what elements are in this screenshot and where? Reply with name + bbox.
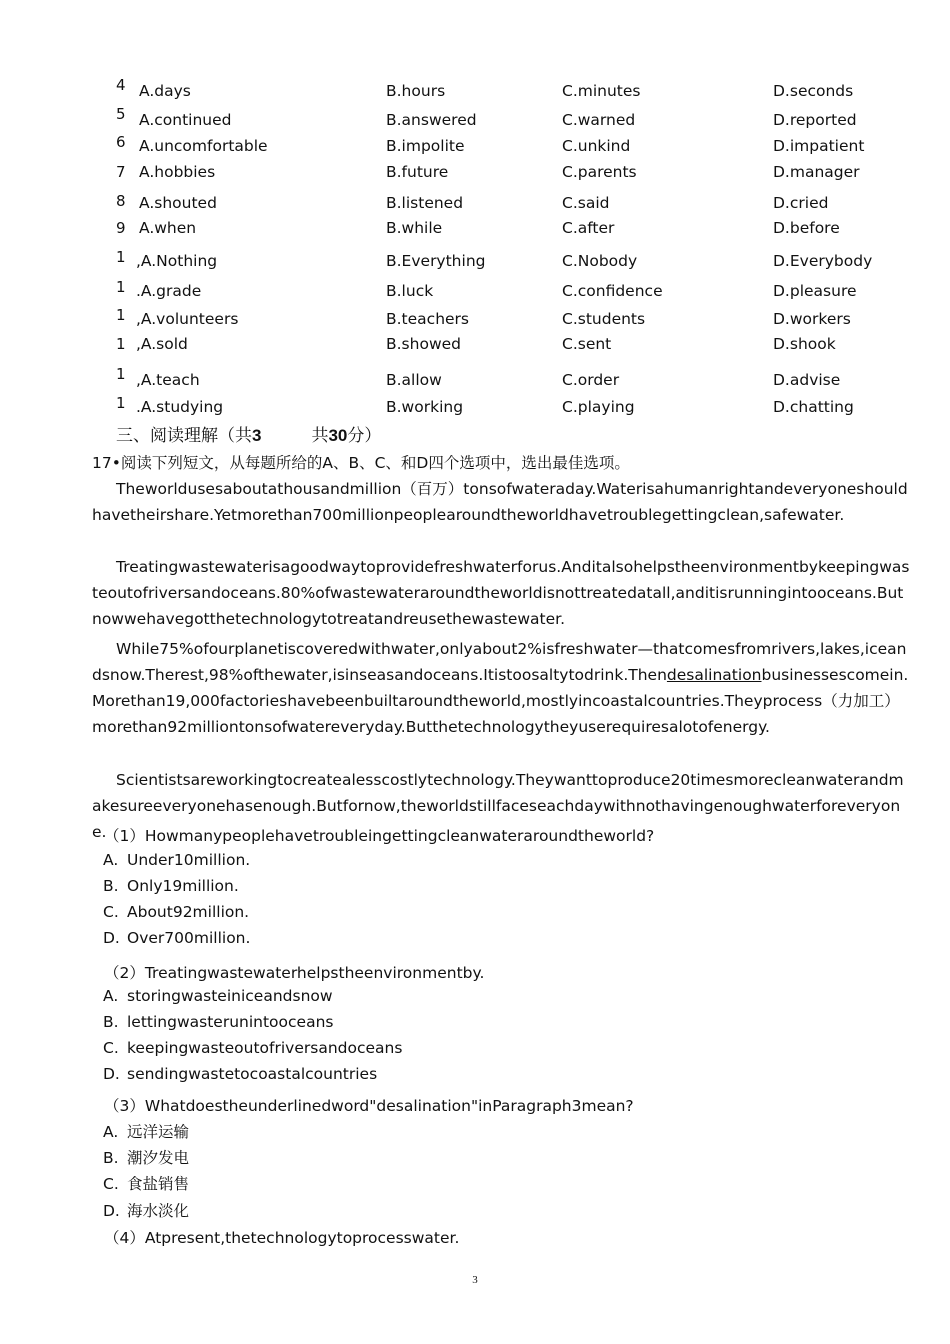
choice-item[interactable] — [103, 1065, 377, 1083]
choice-label: D. — [103, 929, 120, 947]
option-c: C.unkind — [562, 137, 631, 155]
option-a: .A.grade — [136, 282, 202, 300]
choice-text: storingwasteiniceandsnow — [127, 987, 333, 1005]
page-number: 3 — [472, 1274, 478, 1286]
question-number: 1 — [116, 248, 126, 266]
choice-text: keepingwasteoutofriversandoceans — [127, 1039, 403, 1057]
option-a: A.days — [139, 82, 191, 100]
choice-label: A. — [103, 851, 119, 869]
question-stem: （1）Howmanypeoplehavetroubleingettingcleanwateraroundtheworld? — [104, 827, 655, 845]
option-c: C.parents — [562, 163, 637, 181]
choice-label: D. — [103, 1202, 120, 1220]
option-d: D.shook — [773, 335, 836, 353]
section-count: 3 — [252, 426, 262, 445]
option-b: B.while — [386, 219, 443, 237]
option-d: D.cried — [773, 194, 829, 212]
question-number: 1 — [116, 306, 126, 324]
instruction: 17•阅读下列短文，从每题所给的A、B、C、和D四个选项中，选出最佳选项。 — [92, 454, 630, 472]
paragraph-text: businessescomein.Morethan19,000factorieshavebeenbuiltaroundtheworld,mostlyincoastalcountries.Theyprocess（力加工）morethan92milliontonsofwatereveryday.Butthetechnologytheyuserequiresalotofenergy. — [92, 666, 909, 736]
option-b: B.Everything — [386, 252, 486, 270]
option-row — [0, 133, 950, 161]
option-b: B.luck — [386, 282, 434, 300]
option-a: ,A.teach — [136, 371, 200, 389]
question-number: 5 — [116, 105, 126, 123]
option-b: B.allow — [386, 371, 442, 389]
choice-label: A. — [103, 1123, 119, 1141]
question-number: 1 — [116, 394, 126, 412]
option-b: B.teachers — [386, 310, 470, 328]
passage-paragraph-2 — [92, 554, 910, 632]
option-b: B.hours — [386, 82, 446, 100]
question-number: 1 — [116, 335, 126, 353]
option-d: D.chatting — [773, 398, 854, 416]
choice-text: Over700million. — [127, 929, 251, 947]
choice-item[interactable] — [103, 1199, 189, 1221]
option-row — [0, 194, 950, 218]
choice-label: C. — [103, 903, 119, 921]
option-b: B.future — [386, 163, 449, 181]
question-number: 8 — [116, 192, 126, 210]
section-heading — [116, 421, 381, 446]
option-row — [0, 365, 950, 395]
option-c: C.order — [562, 371, 620, 389]
choice-text: Under10million. — [127, 851, 251, 869]
option-d: D.workers — [773, 310, 851, 328]
option-a: A.shouted — [139, 194, 217, 212]
option-b: B.working — [386, 398, 464, 416]
question-number: 7 — [116, 163, 126, 181]
option-c: C.playing — [562, 398, 635, 416]
option-d: D.before — [773, 219, 840, 237]
option-a: .A.studying — [136, 398, 224, 416]
option-row — [0, 219, 950, 243]
choice-item[interactable] — [103, 1172, 189, 1194]
section-score: 30 — [328, 426, 348, 445]
question-number: 9 — [116, 219, 126, 237]
choice-text: 潮汐发电 — [127, 1149, 190, 1167]
option-d: D.advise — [773, 371, 841, 389]
option-row — [0, 335, 950, 359]
choice-label: B. — [103, 1013, 119, 1031]
question-number: 1 — [116, 365, 126, 383]
underlined-word: desalination — [666, 666, 762, 684]
option-a: A.uncomfortable — [139, 137, 268, 155]
option-c: C.said — [562, 194, 610, 212]
paragraph-text: Treatingwastewaterisagoodwaytoprovidefreshwaterforus.Anditalsohelpstheenvironmentbykeepingwasteoutofriversandoceans.80%ofwastewateraroundtheworldisnottreatedatall,anditisrunningintooceans.Butnowwehavegotthetechnologytotreatandreusethewastewater. — [92, 558, 910, 628]
option-a: ,A.sold — [136, 335, 188, 353]
option-c: C.warned — [562, 111, 636, 129]
option-row — [0, 278, 950, 306]
choice-text: sendingwastetocoastalcountries — [127, 1065, 378, 1083]
option-d: D.impatient — [773, 137, 865, 155]
option-row — [0, 394, 950, 422]
choice-text: About92million. — [127, 903, 250, 921]
option-c: C.after — [562, 219, 615, 237]
option-c: C.sent — [562, 335, 612, 353]
choice-text: lettingwasterunintooceans — [127, 1013, 334, 1031]
choice-text: 海水淡化 — [127, 1202, 190, 1220]
option-b: B.impolite — [386, 137, 465, 155]
question-number: 1 — [116, 278, 126, 296]
choice-text: 食盐销售 — [127, 1175, 190, 1193]
choice-item[interactable] — [103, 987, 333, 1005]
option-row — [0, 76, 950, 106]
question-stem: （3）Whatdoestheunderlinedword"desalination"inParagraph3mean? — [104, 1097, 634, 1115]
question-number: 4 — [116, 76, 126, 94]
option-c: C.students — [562, 310, 646, 328]
paragraph-text: Theworldusesaboutathousandmillion（百万）tonsofwateraday.Waterisahumanrightandeveryoneshouldhavetheirshare.Yetmorethan700millionpeoplearoundtheworldhavetroublegettingclean,safewater. — [92, 480, 908, 524]
option-d: D.manager — [773, 163, 860, 181]
option-d: D.reported — [773, 111, 857, 129]
choice-label: D. — [103, 1065, 120, 1083]
question-stem: （4）Atpresent,thetechnologytoprocesswater. — [104, 1229, 460, 1247]
section-total-label: 共 — [311, 426, 329, 446]
choice-item[interactable] — [103, 929, 250, 947]
option-b: B.showed — [386, 335, 461, 353]
option-a: A.hobbies — [139, 163, 216, 181]
choice-item[interactable] — [103, 1013, 333, 1031]
choice-text: 远洋运输 — [127, 1123, 190, 1141]
choice-label: B. — [103, 877, 119, 895]
option-c: C.confidence — [562, 282, 663, 300]
option-row — [0, 306, 950, 334]
question-number: 6 — [116, 133, 126, 151]
option-row — [0, 105, 950, 135]
option-b: B.answered — [386, 111, 477, 129]
choice-item[interactable] — [103, 1039, 402, 1057]
option-row — [0, 248, 950, 276]
choice-item[interactable] — [103, 1146, 189, 1168]
option-a: A.when — [139, 219, 197, 237]
choice-label: C. — [103, 1039, 119, 1057]
choice-label: B. — [103, 1149, 119, 1167]
passage-paragraph-1 — [92, 476, 910, 528]
choice-item[interactable] — [103, 903, 249, 921]
option-a: A.continued — [139, 111, 232, 129]
choice-text: Only19million. — [127, 877, 239, 895]
choice-item[interactable] — [103, 877, 239, 895]
section-unit: 分） — [347, 426, 382, 446]
section-title-prefix: 三、阅读理解（共 — [116, 426, 252, 446]
choice-item[interactable] — [103, 1120, 189, 1142]
paragraph-text: Scientistsareworkingtocreatealesscostlytechnology.Theywanttoproduce20timesmorecleanwaterandmakesureeveryonehasenough.Butfornow,theworldstillfaceseachdaywithnothavingenoughwaterforeveryone. — [92, 771, 904, 841]
question-stem: （2）Treatingwastewaterhelpstheenvironmentby. — [104, 964, 485, 982]
option-d: D.pleasure — [773, 282, 857, 300]
option-d: D.Everybody — [773, 252, 873, 270]
option-row — [0, 163, 950, 187]
option-b: B.listened — [386, 194, 464, 212]
passage-paragraph-3 — [92, 636, 910, 740]
option-d: D.seconds — [773, 82, 854, 100]
option-c: C.Nobody — [562, 252, 638, 270]
choice-label: C. — [103, 1175, 119, 1193]
choice-label: A. — [103, 987, 119, 1005]
option-c: C.minutes — [562, 82, 641, 100]
option-a: ,A.Nothing — [136, 252, 218, 270]
choice-item[interactable] — [103, 851, 250, 869]
paragraph-text: While75%ofourplanetiscoveredwithwater,onlyabout2%isfreshwater—thatcomesfromrivers,lakes,iceandsnow.Therest,98%ofthewater,isinseasandoceans.Itistoosaltytodrink.Then — [92, 640, 907, 684]
option-a: ,A.volunteers — [136, 310, 239, 328]
